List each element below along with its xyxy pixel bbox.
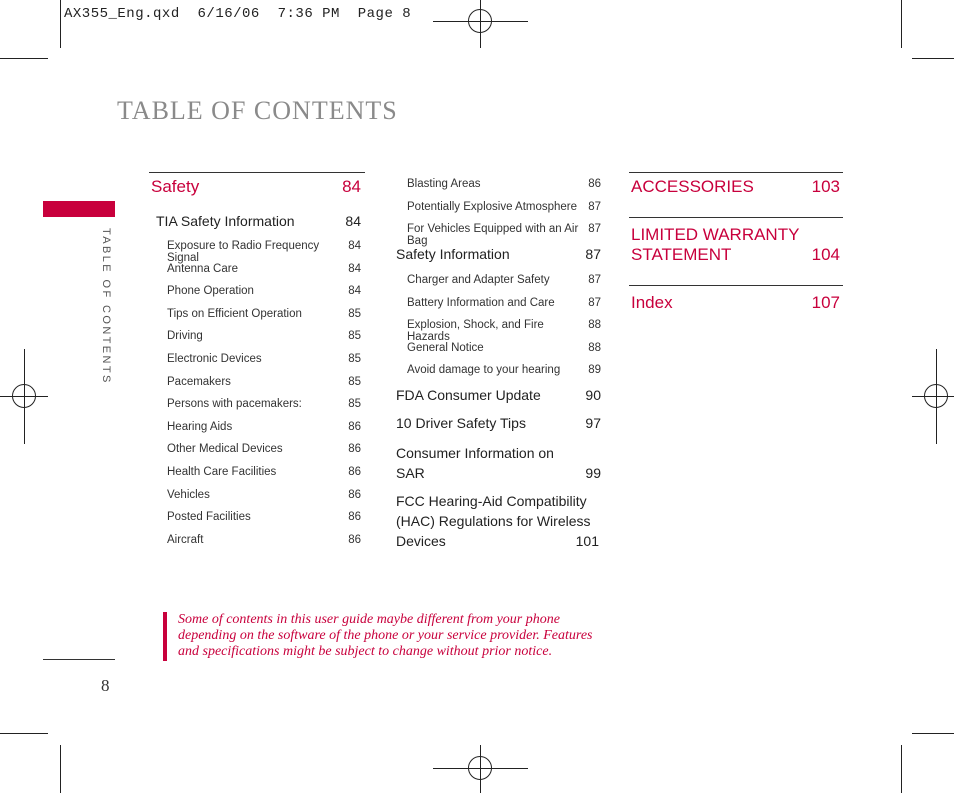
toc-item-label: Charger and Adapter Safety	[407, 274, 550, 286]
toc-page-number: 86	[348, 511, 361, 524]
toc-subheading-label: FDA Consumer Update	[396, 387, 541, 403]
col3-top-rule	[629, 172, 843, 173]
toc-subheading-label: SAR	[396, 465, 425, 481]
toc-item-label: Pacemakers	[167, 375, 231, 388]
toc-heading-index[interactable]	[631, 293, 840, 313]
toc-subheading-driver[interactable]	[396, 415, 601, 431]
toc-item[interactable]	[407, 364, 601, 376]
crop-mark	[912, 733, 954, 734]
toc-heading-accessories[interactable]	[631, 177, 840, 197]
toc-heading-label: LIMITED WARRANTY	[631, 225, 800, 244]
toc-heading-label: STATEMENT	[631, 245, 732, 264]
toc-item-label: Persons with pacemakers:	[167, 398, 302, 411]
toc-page-number: 86	[348, 420, 361, 433]
registration-circle	[468, 756, 492, 780]
toc-page-number: 84	[348, 240, 361, 252]
toc-page-number: 89	[588, 364, 601, 377]
toc-page-number: 99	[585, 465, 601, 481]
toc-item-label: Posted Facilities	[167, 511, 251, 524]
toc-item[interactable]	[407, 319, 601, 343]
toc-page-number: 87	[588, 274, 601, 286]
toc-item[interactable]	[167, 489, 361, 501]
toc-subheading-label: Consumer Information on	[396, 445, 554, 461]
toc-heading-safety[interactable]	[151, 177, 361, 197]
toc-item[interactable]	[167, 511, 361, 523]
toc-subheading-fda[interactable]	[396, 387, 601, 403]
crop-mark	[0, 733, 48, 734]
toc-page-number: 86	[348, 488, 361, 501]
page-number-rule	[43, 659, 115, 660]
toc-subheading-label: Devices	[396, 533, 446, 549]
toc-subheading-label: FCC Hearing-Aid Compatibility	[396, 493, 587, 509]
toc-item[interactable]	[167, 398, 361, 410]
side-label: TABLE OF CONTENTS	[100, 228, 112, 385]
toc-page-number: 87	[588, 223, 601, 236]
toc-item-label: Exposure to Radio Frequency Signal	[167, 240, 320, 264]
col1-top-rule	[149, 172, 365, 173]
toc-heading-label: Safety	[151, 177, 200, 196]
toc-item-label: Blasting Areas	[407, 178, 481, 190]
toc-heading-warranty[interactable]	[631, 225, 840, 265]
toc-heading-label: Index	[631, 293, 673, 312]
toc-subheading-sar[interactable]	[396, 443, 601, 483]
toc-subheading-tia[interactable]	[156, 213, 361, 229]
toc-page-number: 107	[811, 293, 840, 312]
toc-item-label: Battery Information and Care	[407, 296, 555, 309]
toc-page-number: 87	[585, 246, 601, 262]
toc-page-number: 87	[588, 200, 601, 213]
toc-item-label: Health Care Facilities	[167, 466, 277, 478]
toc-item-label: Phone Operation	[167, 285, 254, 298]
toc-page-number: 87	[588, 296, 601, 309]
toc-item[interactable]	[407, 178, 601, 190]
toc-page-number: 97	[585, 415, 601, 431]
toc-item[interactable]	[167, 443, 361, 455]
toc-item-label: Antenna Care	[167, 262, 238, 275]
toc-page-number: 85	[348, 307, 361, 320]
toc-item[interactable]	[167, 308, 361, 320]
disclaimer-note: Some of contents in this user guide maybe different from your phone depending on the software of the phone or your service provider. Features and specifications might be subject to change without prior notice.	[178, 612, 593, 659]
toc-page-number: 85	[348, 330, 361, 343]
toc-page-number: 86	[348, 466, 361, 478]
toc-item-label: Driving	[167, 330, 203, 343]
print-slug: AX355_Eng.qxd 6/16/06 7:36 PM Page 8	[64, 6, 412, 22]
toc-item[interactable]	[167, 263, 361, 275]
toc-heading-label: ACCESSORIES	[631, 177, 754, 196]
crop-mark	[60, 0, 61, 48]
toc-page-number: 84	[345, 213, 361, 229]
toc-page-number: 84	[342, 177, 361, 196]
toc-page-number: 84	[348, 285, 361, 298]
toc-page-number: 90	[585, 387, 601, 403]
toc-item[interactable]	[167, 353, 361, 365]
toc-item[interactable]	[167, 330, 361, 342]
toc-item[interactable]	[407, 201, 601, 213]
toc-item-label: Electronic Devices	[167, 353, 262, 365]
toc-item-label: Vehicles	[167, 488, 210, 501]
toc-item[interactable]	[407, 297, 601, 309]
toc-subheading-label: 10 Driver Safety Tips	[396, 415, 526, 431]
toc-subheading-safety-info[interactable]	[396, 246, 601, 262]
toc-page-number: 86	[348, 533, 361, 546]
registration-circle	[468, 9, 492, 33]
crop-mark	[60, 745, 61, 793]
toc-item-label: General Notice	[407, 341, 484, 354]
page-title: TABLE OF CONTENTS	[117, 96, 398, 125]
toc-page-number: 103	[811, 177, 840, 196]
toc-item[interactable]	[167, 466, 361, 478]
toc-item-label: Hearing Aids	[167, 420, 233, 433]
toc-item-label: Aircraft	[167, 533, 204, 546]
toc-item[interactable]	[167, 421, 361, 433]
crop-mark	[0, 58, 48, 59]
col3-rule	[629, 217, 843, 218]
toc-item-label: Other Medical Devices	[167, 443, 283, 456]
toc-page-number: 86	[588, 178, 601, 190]
toc-subheading-label: Safety Information	[396, 246, 510, 262]
toc-item[interactable]	[167, 240, 361, 264]
toc-item[interactable]	[407, 274, 601, 286]
toc-page-number: 85	[348, 398, 361, 411]
toc-subheading-label: TIA Safety Information	[156, 213, 295, 229]
registration-circle	[924, 384, 948, 408]
toc-item-label: Tips on Efficient Operation	[167, 307, 302, 320]
col3-rule	[629, 285, 843, 286]
toc-page-number: 88	[588, 319, 601, 332]
toc-page-number: 88	[588, 341, 601, 354]
toc-item-label: Potentially Explosive Atmosphere	[407, 200, 578, 213]
crop-mark	[901, 745, 902, 793]
side-tab-bar	[43, 201, 115, 217]
toc-page-number: 101	[575, 533, 599, 549]
toc-page-number: 85	[348, 375, 361, 388]
toc-page-number: 104	[811, 245, 840, 264]
toc-subheading-label: (HAC) Regulations for Wireless	[396, 513, 591, 529]
registration-circle	[12, 384, 36, 408]
toc-item-label: Explosion, Shock, and Fire Hazards	[407, 319, 544, 344]
toc-page-number: 84	[348, 262, 361, 275]
toc-item[interactable]	[167, 376, 361, 388]
toc-page-number: 85	[348, 353, 361, 365]
note-accent-bar	[163, 612, 167, 661]
crop-mark	[912, 58, 954, 59]
toc-page-number: 86	[348, 443, 361, 456]
toc-item[interactable]	[407, 342, 601, 354]
toc-subheading-fcc[interactable]	[396, 491, 599, 551]
toc-item[interactable]	[407, 223, 601, 247]
crop-mark	[901, 0, 902, 48]
toc-item[interactable]	[167, 285, 361, 297]
page-number: 8	[101, 676, 110, 695]
toc-item-label: Avoid damage to your hearing	[407, 364, 561, 377]
toc-item[interactable]	[167, 534, 361, 546]
toc-item-label: For Vehicles Equipped with an Air Bag	[407, 223, 579, 248]
